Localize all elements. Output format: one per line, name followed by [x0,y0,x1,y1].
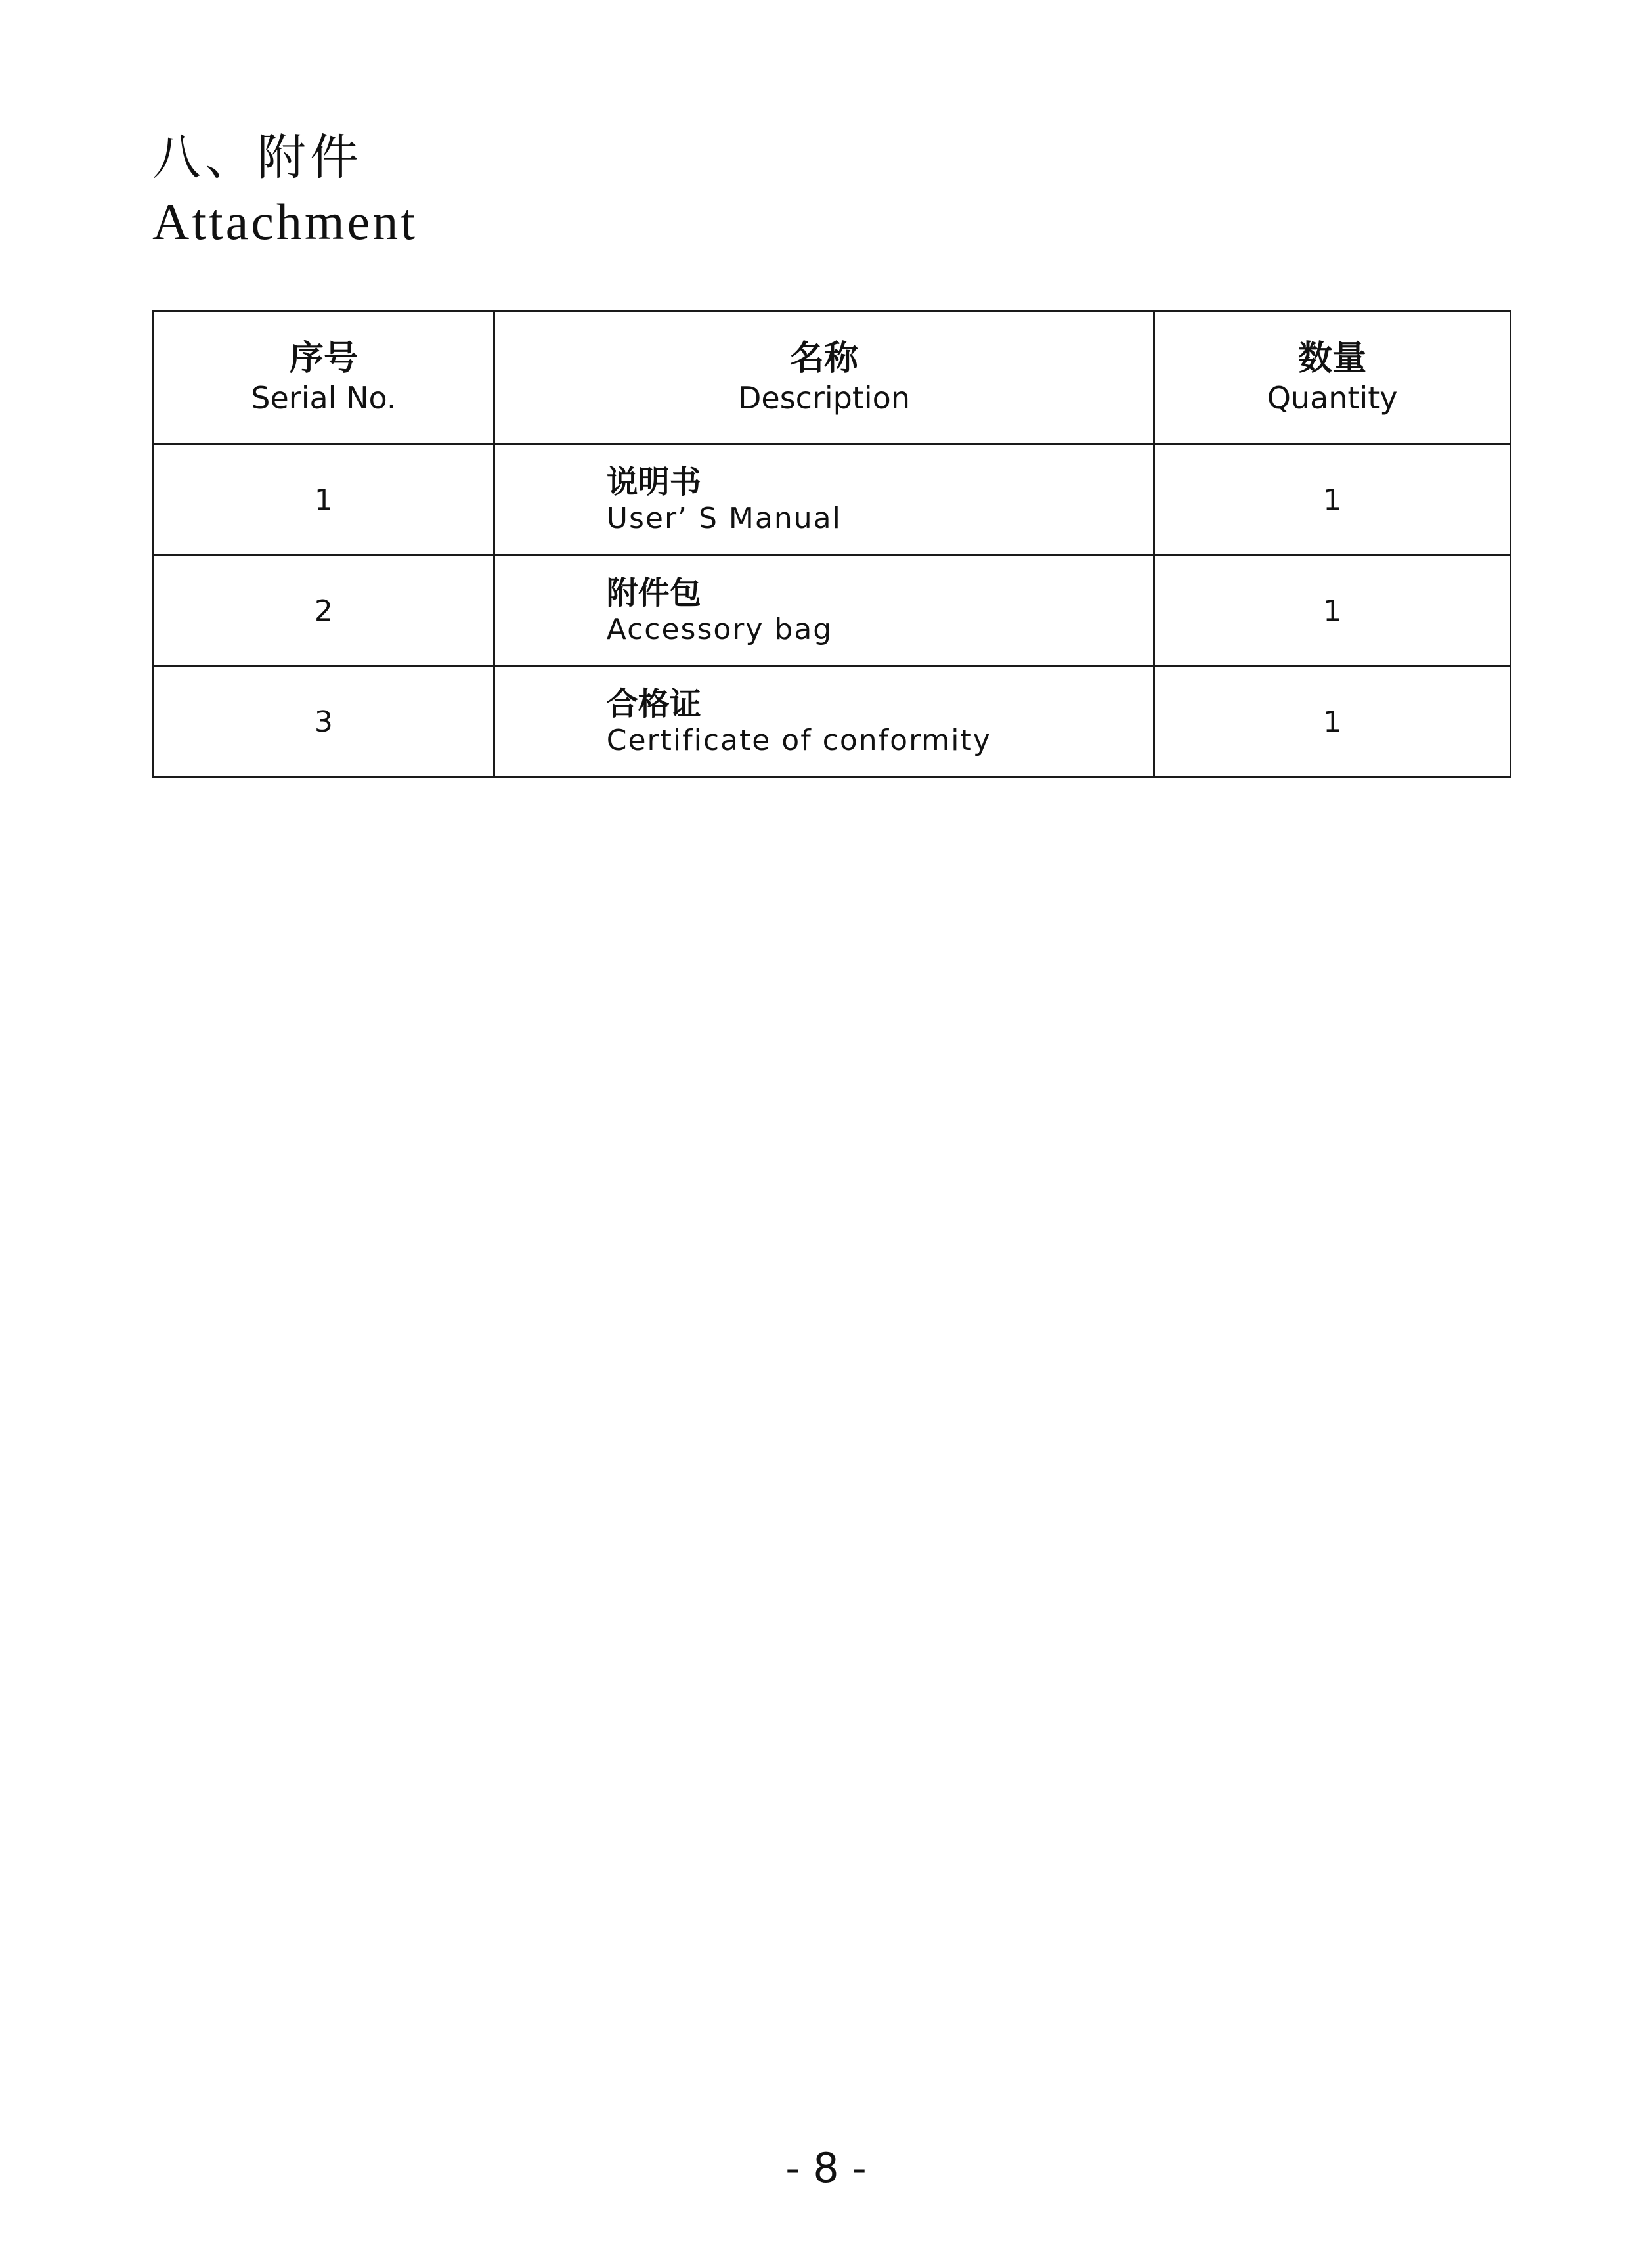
serial-cell: 1 [154,445,494,556]
header-quantity [1154,311,1511,445]
description-cn: 说明书 [606,464,701,500]
header-quantity-cn: 数量 [1298,339,1367,378]
serial-cell: 2 [154,556,494,667]
table-row [154,445,1511,556]
attachment-table [152,310,1511,778]
description-en: User’ S Manual [606,502,842,535]
quantity-cell: 1 [1154,667,1511,778]
description-en: Certificate of conformity [606,724,991,757]
description-cell [494,556,1154,667]
description-cell [494,445,1154,556]
heading-chinese: 八、附件 [152,129,362,186]
header-quantity-en: Quantity [1267,380,1398,416]
quantity-cell: 1 [1154,556,1511,667]
table-header-row [154,311,1511,445]
quantity-cell: 1 [1154,445,1511,556]
heading-english: Attachment [152,193,418,250]
header-description-cn: 名称 [789,339,858,378]
table-row [154,667,1511,778]
description-cell [494,667,1154,778]
table-row [154,556,1511,667]
serial-cell: 3 [154,667,494,778]
header-serial-cn: 序号 [289,339,358,378]
header-serial [154,311,494,445]
description-cn: 合格证 [606,686,701,722]
page-number: - 8 - [785,2144,867,2192]
header-description [494,311,1154,445]
section-heading [152,125,418,253]
description-en: Accessory bag [606,613,833,646]
header-description-en: Description [737,380,910,416]
header-serial-en: Serial No. [251,380,397,416]
description-cn: 附件包 [606,575,701,611]
